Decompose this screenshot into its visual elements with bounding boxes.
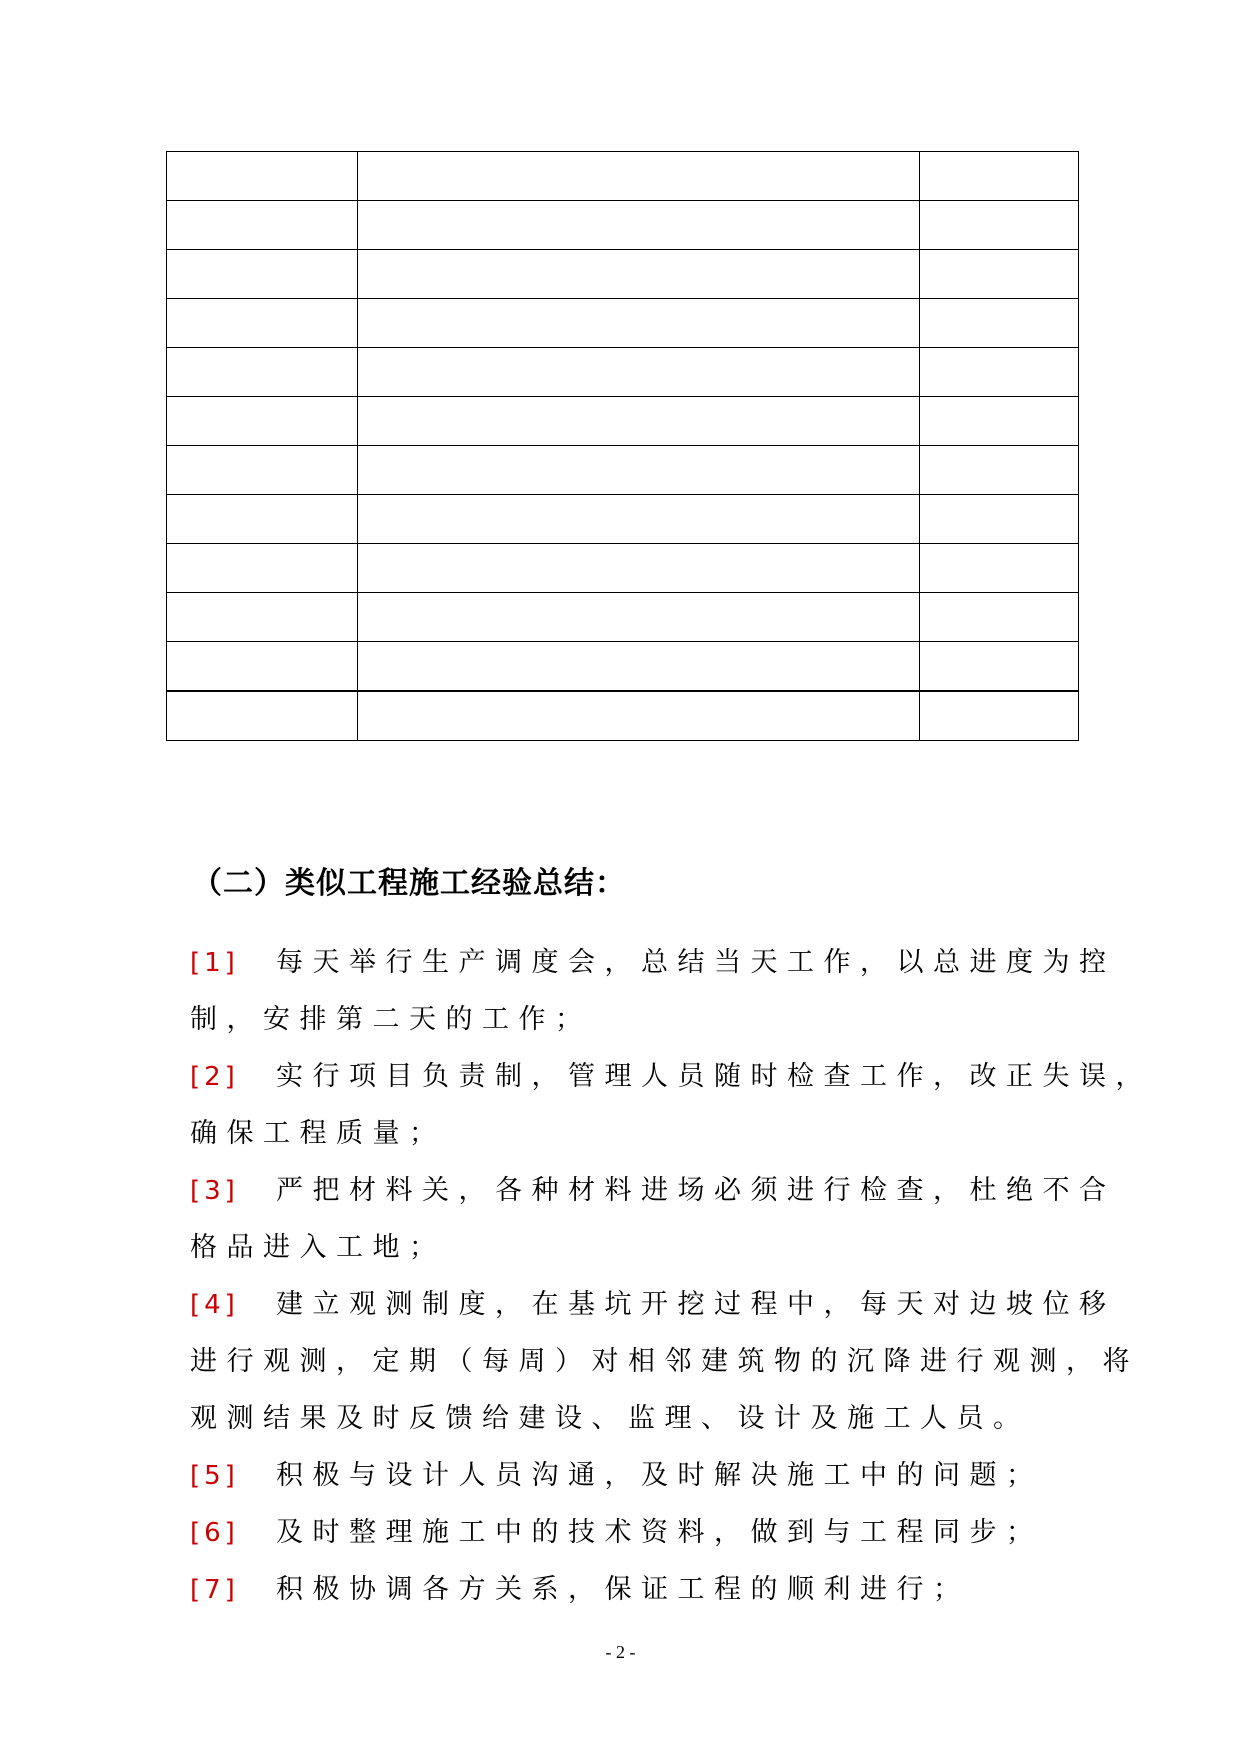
table-cell bbox=[920, 152, 1079, 201]
item-continuation: 观测结果及时反馈给建设、监理、设计及施工人员。 bbox=[190, 1403, 1030, 1434]
table-cell bbox=[920, 495, 1079, 544]
item-text: 严把材料关，各种材料进场必须进行检查，杜绝不合 bbox=[276, 1175, 1116, 1206]
table-cell bbox=[167, 397, 358, 446]
table-cell bbox=[920, 348, 1079, 397]
item-text: 实行项目负责制，管理人员随时检查工作，改正失误， bbox=[276, 1061, 1152, 1092]
table-cell bbox=[167, 446, 358, 495]
table-cell bbox=[358, 544, 920, 593]
table-row bbox=[167, 642, 1079, 692]
table-cell bbox=[920, 201, 1079, 250]
list-item bbox=[190, 1048, 1152, 1105]
table-cell bbox=[920, 299, 1079, 348]
item-marker: [2] bbox=[190, 1062, 239, 1092]
table-cell bbox=[167, 642, 358, 692]
item-marker: [5] bbox=[190, 1461, 239, 1491]
table-cell bbox=[167, 691, 358, 741]
list-item bbox=[190, 934, 1116, 991]
item-marker: [6] bbox=[190, 1518, 239, 1548]
table-cell bbox=[358, 348, 920, 397]
list-item bbox=[190, 1504, 1050, 1561]
item-continuation: 进行观测，定期（每周）对相邻建筑物的沉降进行观测，将 bbox=[190, 1346, 1139, 1377]
experience-list bbox=[190, 934, 1152, 1618]
table-cell bbox=[358, 691, 920, 741]
list-item bbox=[190, 1561, 1050, 1618]
section-heading: （二）类似工程施工经验总结： bbox=[192, 866, 626, 901]
table-cell bbox=[920, 250, 1079, 299]
table-row bbox=[167, 446, 1079, 495]
table-cell bbox=[920, 397, 1079, 446]
table-cell bbox=[358, 446, 920, 495]
table-cell bbox=[167, 348, 358, 397]
table-cell bbox=[358, 397, 920, 446]
item-continuation: 格品进入工地； bbox=[190, 1232, 446, 1263]
table-row bbox=[167, 544, 1079, 593]
table-cell bbox=[167, 250, 358, 299]
list-item bbox=[190, 1447, 1050, 1504]
table-cell bbox=[920, 642, 1079, 692]
item-text: 及时整理施工中的技术资料，做到与工程同步； bbox=[276, 1517, 1043, 1548]
item-text: 每天举行生产调度会，总结当天工作，以总进度为控 bbox=[276, 947, 1116, 978]
table-cell bbox=[920, 544, 1079, 593]
item-continuation: 制，安排第二天的工作； bbox=[190, 1004, 592, 1035]
table-row bbox=[167, 593, 1079, 642]
item-continuation: 确保工程质量； bbox=[190, 1118, 446, 1149]
table-row bbox=[167, 691, 1079, 741]
table-row bbox=[167, 201, 1079, 250]
table-cell bbox=[167, 593, 358, 642]
table-row bbox=[167, 397, 1079, 446]
table-cell bbox=[358, 152, 920, 201]
item-marker: [7] bbox=[190, 1575, 239, 1605]
table-cell bbox=[358, 495, 920, 544]
table-cell bbox=[920, 446, 1079, 495]
table-cell bbox=[920, 691, 1079, 741]
page-number: - 2 - bbox=[605, 1642, 636, 1662]
item-text: 积极协调各方关系，保证工程的顺利进行； bbox=[276, 1574, 970, 1605]
item-text: 建立观测制度，在基坑开挖过程中，每天对边坡位移 bbox=[276, 1289, 1116, 1320]
table-row bbox=[167, 152, 1079, 201]
table-row bbox=[167, 495, 1079, 544]
empty-table bbox=[166, 151, 1079, 741]
item-text: 积极与设计人员沟通，及时解决施工中的问题； bbox=[276, 1460, 1043, 1491]
table-cell bbox=[167, 299, 358, 348]
item-marker: [4] bbox=[190, 1290, 239, 1320]
table-cell bbox=[358, 642, 920, 692]
table-row bbox=[167, 348, 1079, 397]
table-row bbox=[167, 299, 1079, 348]
table-cell bbox=[358, 593, 920, 642]
table-cell bbox=[167, 201, 358, 250]
table-cell bbox=[358, 201, 920, 250]
table-row bbox=[167, 250, 1079, 299]
list-item bbox=[190, 1276, 1116, 1333]
table-cell bbox=[920, 593, 1079, 642]
table-cell bbox=[167, 544, 358, 593]
item-marker: [1] bbox=[190, 948, 239, 978]
table-cell bbox=[167, 495, 358, 544]
table-cell bbox=[358, 250, 920, 299]
item-marker: [3] bbox=[190, 1176, 239, 1206]
list-item bbox=[190, 1162, 1116, 1219]
table-cell bbox=[167, 152, 358, 201]
table-cell bbox=[358, 299, 920, 348]
